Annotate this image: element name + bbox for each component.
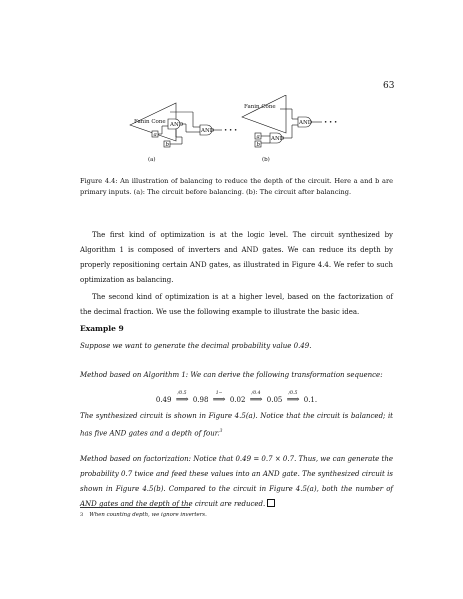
fanin-cone-b-shape bbox=[242, 95, 286, 133]
example-heading: Example 9 bbox=[80, 324, 124, 333]
footnote-mark: 3 bbox=[80, 512, 84, 518]
footnote-ref[interactable]: 3 bbox=[219, 429, 223, 435]
qed-box-icon bbox=[267, 499, 275, 507]
footnote bbox=[80, 512, 207, 518]
balancing-diagram bbox=[110, 95, 350, 165]
method-algorithm-1: Method based on Algorithm 1: We can derive the following transformation sequence: bbox=[80, 371, 383, 379]
method-factorization bbox=[80, 452, 393, 512]
paragraph-optimization-factorization bbox=[80, 290, 393, 320]
seq-arrow-4: /0.5 ⟹ bbox=[286, 391, 300, 405]
method2-text: Method based on factorization: Notice that 0.49 = 0.7 × 0.7. Thus, we can generate the probability 0.7 twice and feed these values into an AND gate. The synthesized circuit is shown in Figure 4.5(b). Compared to the circuit in Figure 4.5(a), both the number of AND gates and the depth of the circuit are reduced. bbox=[80, 455, 393, 509]
dots-a: • • • bbox=[224, 128, 238, 134]
seq-value-4: 0.1. bbox=[303, 396, 318, 404]
seq-arrow-1: /0.5 ⟹ bbox=[175, 391, 189, 405]
and-b1-label: AND bbox=[299, 120, 313, 126]
paragraph-2-text: The second kind of optimization is at a higher level, based on the factorization of the decimal fraction. We use the following example to illustrate the basic idea. bbox=[80, 293, 393, 317]
paragraph-1-text: The first kind of optimization is at the logic level. The circuit synthesized by Algorithm 1 is composed of inverters and AND gates. We can reduce its depth by properly repositioning certain AND gates, as illustrated in Figure 4.4. We refer to such optimization as balancing. bbox=[80, 231, 393, 285]
page-number: 63 bbox=[383, 81, 395, 91]
input-b-label-b: b bbox=[256, 142, 261, 148]
footnote-rule bbox=[80, 507, 190, 508]
seq-value-2: 0.02 bbox=[229, 396, 246, 404]
subfigure-a-label: (a) bbox=[148, 157, 156, 163]
seq-value-0: 0.49 bbox=[155, 396, 172, 404]
seq-arrow-4-label: /0.5 bbox=[288, 391, 298, 396]
seq-arrow-3: /0.4 ⟹ bbox=[249, 391, 263, 405]
subfigure-b-label: (b) bbox=[262, 157, 270, 163]
seq-arrow-2-label: 1− bbox=[215, 391, 223, 396]
figure-balancing bbox=[110, 95, 350, 165]
seq-arrow-1-label: /0.5 bbox=[177, 391, 187, 396]
and-b2-label: AND bbox=[271, 136, 285, 142]
seq-value-1: 0.98 bbox=[192, 396, 209, 404]
synth-text: The synthesized circuit is shown in Figure 4.5(a). Notice that the circuit is balanced; it has five AND gates and a depth of four. bbox=[80, 412, 393, 438]
input-b-label: b bbox=[165, 142, 170, 148]
paragraph-optimization-logic bbox=[80, 228, 393, 288]
figure-caption: Figure 4.4: An illustration of balancing to reduce the depth of the circuit. Here a and b are primary inputs. (a): The circuit before balancing. (b): The circuit after balancing. bbox=[80, 177, 393, 196]
fanin-cone-a-label: Fanin Cone bbox=[134, 119, 166, 125]
input-a-label-b: a bbox=[256, 134, 260, 140]
and-a1-label: AND bbox=[170, 122, 184, 128]
seq-value-3: 0.05 bbox=[266, 396, 283, 404]
fanin-cone-b-label: Fanin Cone bbox=[244, 104, 276, 110]
seq-arrow-2: 1− ⟹ bbox=[212, 391, 226, 405]
input-a-label: a bbox=[153, 132, 157, 138]
example-intro: Suppose we want to generate the decimal probability value 0.49. bbox=[80, 342, 312, 350]
and-a2-label: AND bbox=[201, 128, 215, 134]
seq-arrow-3-label: /0.4 bbox=[251, 391, 261, 396]
transformation-sequence bbox=[80, 391, 393, 405]
dots-b: • • • bbox=[324, 120, 338, 126]
footnote-text: When counting depth, we ignore inverters. bbox=[89, 512, 207, 518]
synthesized-circuit-text bbox=[80, 409, 393, 442]
